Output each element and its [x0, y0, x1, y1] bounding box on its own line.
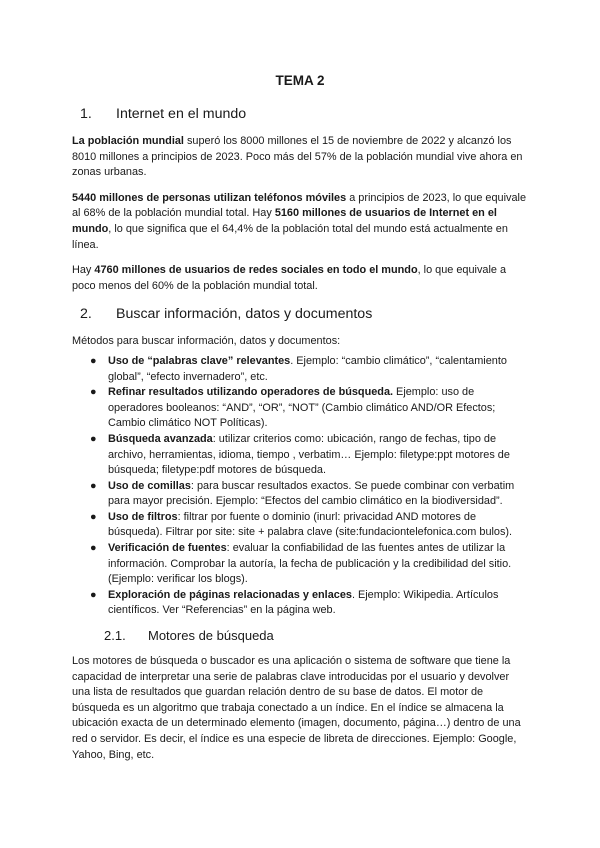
document-title: TEMA 2	[275, 73, 325, 88]
bold-text: 4760 millones de usuarios de redes sociales en todo el mundo	[94, 264, 418, 277]
subsection-2-1-number: 2.1.	[104, 628, 126, 644]
bold-text: 5440 millones de personas utilizan teléfonos móviles	[72, 191, 347, 204]
bold-text: La población mundial	[72, 135, 184, 147]
subsection-2-1-heading	[72, 627, 528, 645]
list-item: ● Uso de comillas: para buscar resultados exactos. Se puede combinar con verbatim para mayor precisión. Ejemplo: “Efectos del cambio climático en la biodiversidad”.	[90, 479, 515, 508]
section-2-title: Buscar información, datos y documentos	[116, 306, 373, 323]
list-item: ● Búsqueda avanzada: utilizar criterios como: ubicación, rango de fechas, tipo de archivo, herramientas, idioma, tiempo , verbatim… Ejemplo: filetype:ppt motores de búsqueda; filetype:pdf motores de búsqueda.	[90, 432, 510, 477]
list-item: ● Verificación de fuentes: evaluar la confiabilidad de las fuentes antes de utilizar la información. Comprobar la autoría, la fecha de publicación y la credibilidad del sitio. (Ejemplo: verificar los blogs).	[90, 542, 512, 586]
bullet-icon: ●	[90, 542, 97, 555]
section-2-intro: Métodos para buscar información, datos y documentos:	[72, 335, 341, 348]
search-methods-list	[72, 354, 528, 619]
section-1-heading	[72, 104, 528, 124]
section-1-title: Internet en el mundo	[116, 106, 247, 122]
bullet-icon: ●	[90, 354, 97, 367]
section-1-number: 1.	[80, 106, 92, 122]
bullet-icon: ●	[90, 432, 97, 445]
paragraph-social-media: Hay 4760 millones de usuarios de redes sociales en todo el mundo, lo que equivale a poco menos del 60% de la población mundial total.	[72, 264, 507, 292]
section-2-heading	[72, 304, 528, 324]
bullet-icon: ●	[90, 386, 97, 399]
list-item: ● Refinar resultados utilizando operadores de búsqueda. Ejemplo: uso de operadores booleanos: “AND”, “OR”, “NOT” (Cambio climático AND/OR Efectos; Cambio climático NOT Políticas).	[90, 386, 496, 430]
list-item: ● Exploración de páginas relacionadas y enlaces. Ejemplo: Wikipedia. Artículos científicos. Ver “Referencias” en la página web.	[90, 588, 499, 617]
bold-text: 5160 millones de usuarios de Internet en el mundo	[72, 207, 497, 235]
bullet-icon: ●	[90, 588, 97, 601]
section-2-number: 2.	[80, 306, 92, 323]
subsection-2-1-title: Motores de búsqueda	[148, 628, 274, 644]
paragraph-mobile-internet: 5440 millones de personas utilizan teléfonos móviles a principios de 2023, lo que equivale al 68% de la población mundial total. Hay 5160 millones de usuarios de Internet en el mundo, lo que significa que el 64,4% de la población total del mundo está actualmente en línea.	[72, 191, 526, 251]
paragraph-search-engines: Los motores de búsqueda o buscador es una aplicación o sistema de software que tiene la capacidad de interpretar una serie de palabras clave introducidas por el usuario y devolver una lista de resultados que guardan relación dentro de su base de datos. El motor de búsqueda es un algoritmo que trabaja conectado a un índice. En el índice se almacena la ubicación exacta de un determinado elemento (imagen, documento, página…) dentro de una red o servidor. Es decir, el índice es una especie de libreta de direcciones. Ejemplo: Google, Yahoo, Bing, etc.	[72, 655, 521, 761]
paragraph-world-population: La población mundial superó los 8000 millones el 15 de noviembre de 2022 y alcanzó los 8010 millones a principios de 2023. Poco más del 57% de la población mundial vive ahora en zonas urbanas.	[72, 135, 523, 179]
list-item: ● Uso de filtros: filtrar por fuente o dominio (inurl: privacidad AND motores de búsqueda). Filtrar por site: site + palabra clave (site:fundaciontelefonica.com bulos).	[90, 510, 513, 539]
bullet-icon: ●	[90, 510, 97, 523]
bullet-icon: ●	[90, 479, 97, 492]
list-item: ● Uso de “palabras clave” relevantes. Ejemplo: “cambio climático”, “calentamiento global”, “efecto invernadero”, etc.	[90, 354, 507, 383]
